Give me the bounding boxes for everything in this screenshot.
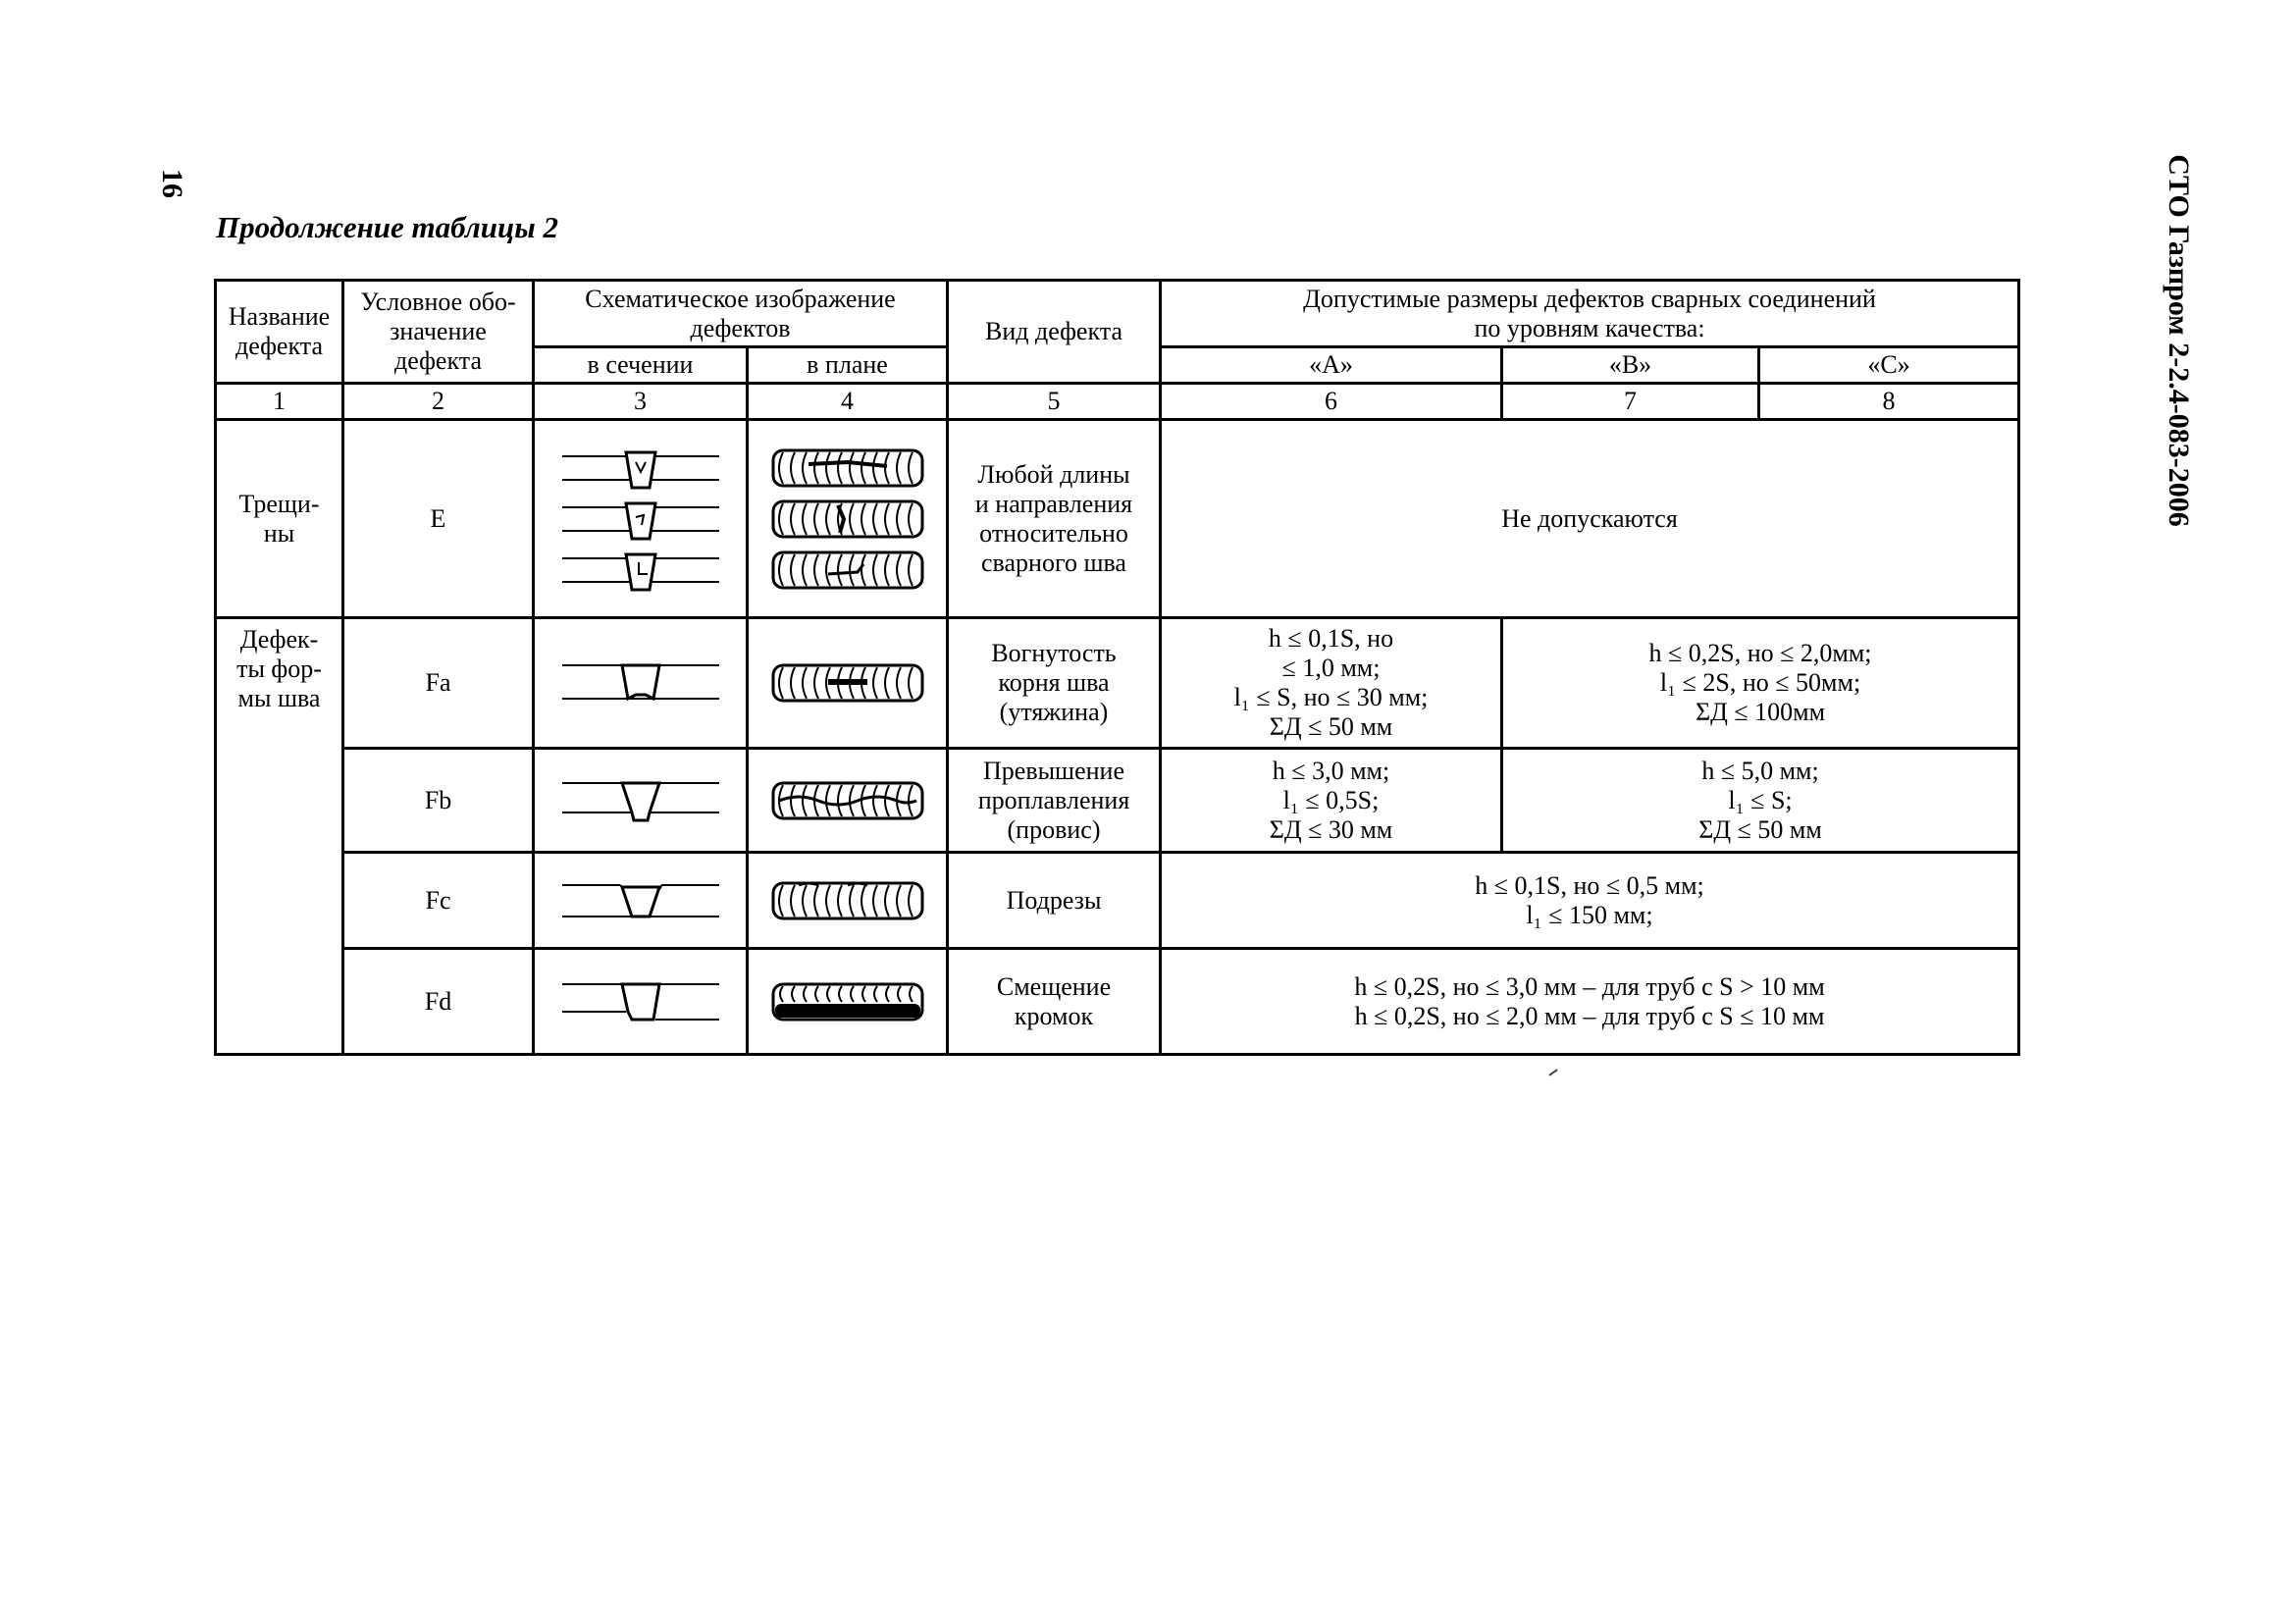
root-concavity-plan-icon	[769, 659, 926, 707]
header-level-c: «С»	[1759, 347, 2019, 384]
header-level-b: «В»	[1502, 347, 1759, 384]
column-number: 7	[1502, 384, 1759, 420]
defect-code: E	[343, 420, 534, 618]
scan-mark	[1548, 1069, 1557, 1075]
column-number: 3	[534, 384, 748, 420]
defect-code: Fd	[343, 949, 534, 1055]
column-number: 6	[1161, 384, 1502, 420]
plan-sketch-fd	[748, 949, 948, 1055]
plan-sketch-fb	[748, 749, 948, 853]
header-schematic: Схематическое изображение дефектов	[534, 281, 948, 347]
permissible-all-levels: h ≤ 0,1S, но ≤ 0,5 мм; l₁ ≤ 150 мм;	[1161, 853, 2019, 949]
permissible-level-bc: h ≤ 5,0 мм; l₁ ≤ S; ΣД ≤ 50 мм	[1502, 749, 2019, 853]
defect-code: Fb	[343, 749, 534, 853]
header-defect-type: Вид дефекта	[948, 281, 1161, 384]
header-level-a: «А»	[1161, 347, 1502, 384]
defect-code: Fa	[343, 618, 534, 749]
crack-section-icon	[557, 547, 724, 594]
excess-penetration-plan-icon	[769, 777, 926, 824]
defects-table	[214, 279, 2020, 1056]
defect-type: Вогнутость корня шва (утяжина)	[948, 618, 1161, 749]
header-defect-name: Название дефекта	[216, 281, 343, 384]
section-sketch-fd	[534, 949, 748, 1055]
permissible-level-a: h ≤ 3,0 мм; l₁ ≤ 0,5S; ΣД ≤ 30 мм	[1161, 749, 1502, 853]
undercut-plan-icon	[769, 877, 926, 924]
defect-type: Подрезы	[948, 853, 1161, 949]
document-code-header: СТО Газпром 2-2.4-083-2006	[2163, 154, 2195, 527]
section-sketch-cracks	[534, 420, 748, 618]
defect-name-shape: Дефек- ты фор- мы шва	[216, 618, 343, 1055]
plan-sketch-fc	[748, 853, 948, 949]
column-number: 1	[216, 384, 343, 420]
header-designation: Условное обо- значение дефекта	[343, 281, 534, 384]
section-sketch-fc	[534, 853, 748, 949]
permissible-level-a: h ≤ 0,1S, но ≤ 1,0 мм; l₁ ≤ S, но ≤ 30 мм; ΣД ≤ 50 мм	[1161, 618, 1502, 749]
table-row	[216, 749, 2019, 853]
excess-penetration-section-icon	[557, 777, 724, 824]
defect-type: Любой длины и направления относительно сварного шва	[948, 420, 1161, 618]
table-row	[216, 420, 2019, 618]
crack-section-icon	[557, 496, 724, 543]
table-caption: Продолжение таблицы 2	[216, 210, 559, 244]
column-number: 8	[1759, 384, 2019, 420]
undercut-section-icon	[557, 877, 724, 924]
defect-type: Превышение проплавления (провис)	[948, 749, 1161, 853]
crack-plan-icon	[769, 496, 926, 543]
plan-sketch-fa	[748, 618, 948, 749]
crack-section-icon	[557, 445, 724, 492]
table-row	[216, 618, 2019, 749]
permissible-all-levels: Не допускаются	[1161, 420, 2019, 618]
crack-plan-icon	[769, 547, 926, 594]
permissible-all-levels: h ≤ 0,2S, но ≤ 3,0 мм – для труб с S > 10 мм h ≤ 0,2S, но ≤ 2,0 мм – для труб с S ≤ 10 мм	[1161, 949, 2019, 1055]
root-concavity-section-icon	[557, 659, 724, 707]
column-number: 5	[948, 384, 1161, 420]
permissible-level-bc: h ≤ 0,2S, но ≤ 2,0мм; l₁ ≤ 2S, но ≤ 50мм; ΣД ≤ 100мм	[1502, 618, 2019, 749]
header-permissible-sizes: Допустимые размеры дефектов сварных соединений по уровням качества:	[1161, 281, 2019, 347]
table-row	[216, 853, 2019, 949]
plan-sketch-cracks	[748, 420, 948, 618]
defect-type: Смещение кромок	[948, 949, 1161, 1055]
edge-misalignment-section-icon	[557, 978, 724, 1025]
edge-misalignment-plan-icon	[769, 978, 926, 1025]
column-number: 4	[748, 384, 948, 420]
header-section: в сечении	[534, 347, 748, 384]
section-sketch-fa	[534, 618, 748, 749]
column-number: 2	[343, 384, 534, 420]
table-row	[216, 949, 2019, 1055]
defect-name-cracks: Трещи- ны	[216, 420, 343, 618]
page-number: 16	[156, 169, 188, 198]
defect-code: Fc	[343, 853, 534, 949]
crack-plan-icon	[769, 445, 926, 492]
header-plan: в плане	[748, 347, 948, 384]
section-sketch-fb	[534, 749, 748, 853]
